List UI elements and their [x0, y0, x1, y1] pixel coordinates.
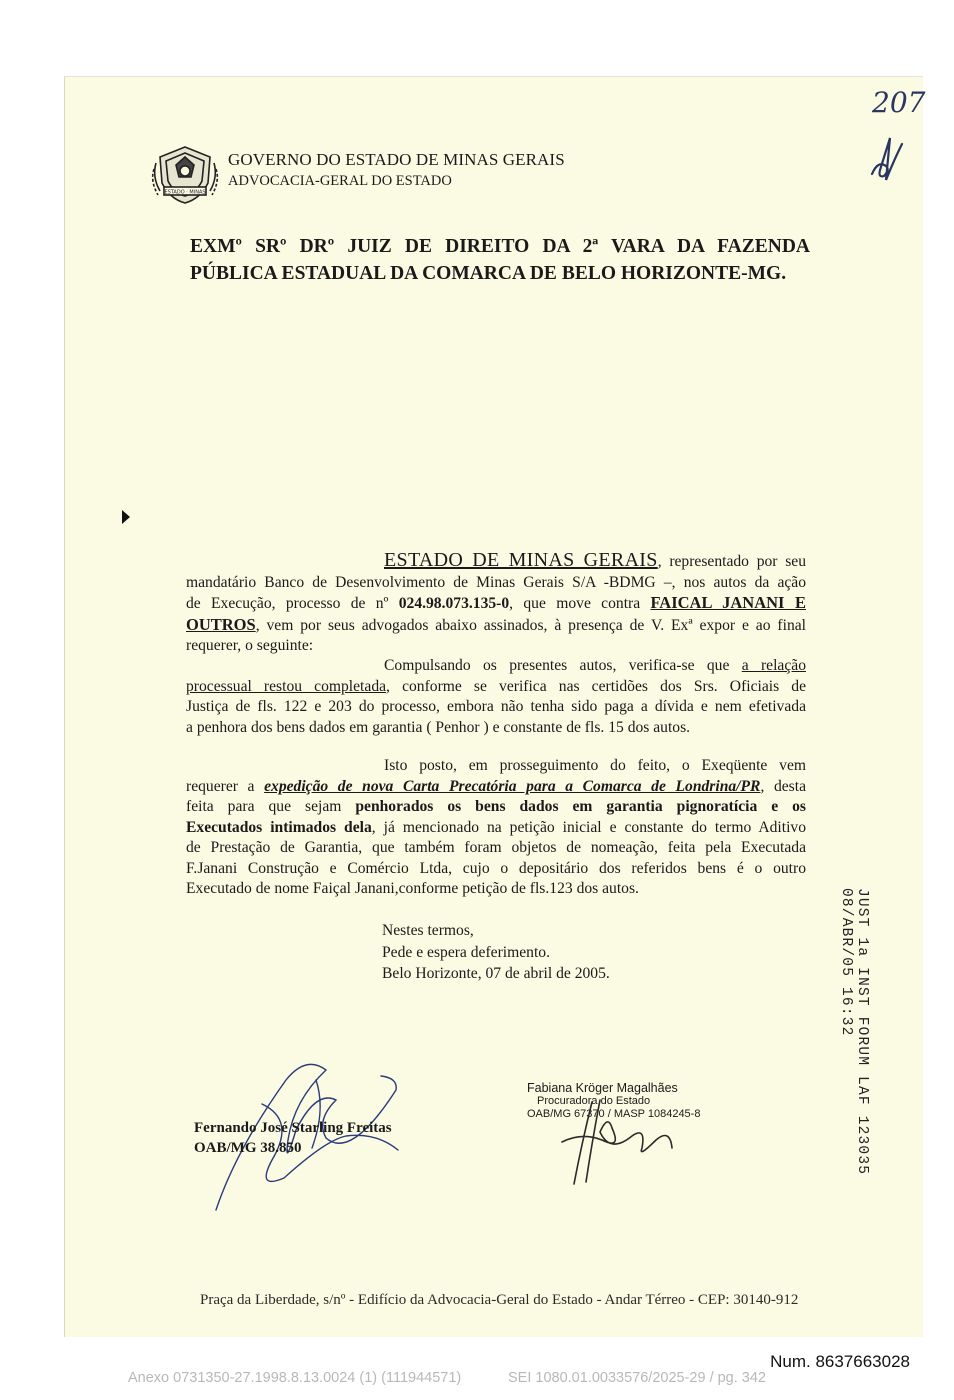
signatory-2-name: Fabiana Kröger Magalhães: [527, 1081, 678, 1095]
sei-document-number: Num. 8637663028: [770, 1352, 910, 1371]
paragraph-request: Isto posto, em prosseguimento do feito, o Exeqüente vem requerer a expedição de nova Carta Precatória para a Comarca de Londrina/PR, desta feita para que sejam penhorados os bens dados em garantia pignoratícia e os Executados intimados dela, já mencionado na petição inicial e constante do termo Aditivo de Prestação de Garantia, que também foram objetos de nomeação, feita pela Executada F.Janani Construção e Comércio Ltda, cujo o depositário dos referidos bens é o outro Executado de nome Faiçal Janani,conforme petição de fls.123 dos autos.: [186, 757, 806, 897]
svg-text:207: 207: [872, 86, 926, 119]
signatory-2-ids: OAB/MG 67370 / MASP 1084245-8: [527, 1108, 701, 1120]
sei-reference: [128, 1370, 828, 1386]
signatory-2-role: Procuradora do Estado: [537, 1095, 651, 1107]
closing-block: Nestes termos, Pede e espera deferimento. Belo Horizonte, 07 de abril de 2005.: [382, 920, 610, 985]
handwritten-rubric-icon: [864, 130, 910, 186]
party-name: ESTADO DE MINAS GERAIS: [384, 549, 658, 571]
addressee-line-2: PÚBLICA ESTADUAL DA COMARCA DE BELO HORIZONTE-MG.: [190, 263, 787, 284]
paragraph-intro: ESTADO DE MINAS GERAIS, representado por seu mandatário Banco de Desenvolvimento de Minas Gerais S/A -BDMG –, nos autos da ação de Execução, processo de nº 024.98.073.135-0, que move contra FAICAL JANANI E OUTROS, vem por seus advogados abaixo assinados, à presença de V. Exª expor e ao final requerer, o seguinte:: [186, 549, 806, 654]
requested-action: expedição de nova Carta Precatória para a Comarca de Londrina/PR: [264, 777, 761, 795]
sei-process-page: SEI 1080.01.0033576/2025-29 / pg. 342: [508, 1370, 766, 1386]
handwritten-signature-icon: [552, 1092, 692, 1192]
process-number: 024.98.073.135-0: [398, 595, 510, 612]
addressee-line-1: EXMº SRº DRº JUIZ DE DIREITO DA 2ª VARA DA FAZENDA: [190, 236, 810, 257]
closing-date: Belo Horizonte, 07 de abril de 2005.: [382, 965, 610, 982]
court-receipt-stamp: JUST 1a INST FORUM LAF 123035 08/ABR/05 16:32: [838, 888, 870, 1176]
signatory-1: [194, 1118, 392, 1158]
signatory-1-name: Fernando José Starling Freitas: [194, 1120, 392, 1136]
folio-number: [868, 84, 926, 122]
page-marker: [122, 510, 130, 524]
defendant-name: FAICAL JANANI E: [650, 593, 806, 612]
document-footer: Praça da Liberdade, s/nº - Edifício da Advocacia-Geral do Estado - Andar Térreo - CEP: 30140-912: [200, 1292, 799, 1308]
paragraph-findings: Compulsando os presentes autos, verifica-se que a relação processual restou completada, conforme se verifica nas certidões dos Srs. Oficiais de Justiça de fls. 122 e 203 do processo, embora não tenha sido paga a dívida e nem efetivada a penhora dos bens dados em garantia ( Penhor ) e constante de fls. 15 dos autos.: [186, 657, 807, 736]
sei-annex: Anexo 0731350-27.1998.8.13.0024 (1) (111944571): [128, 1370, 462, 1386]
signatory-1-oab: OAB/MG 38.850: [194, 1140, 302, 1156]
svg-text:ESTADO · MINAS: ESTADO · MINAS: [164, 189, 206, 196]
letterhead-agency: ADVOCACIA-GERAL DO ESTADO: [228, 173, 452, 189]
letterhead-government: GOVERNO DO ESTADO DE MINAS GERAIS: [228, 150, 565, 169]
state-coat-of-arms-icon: [150, 143, 220, 207]
